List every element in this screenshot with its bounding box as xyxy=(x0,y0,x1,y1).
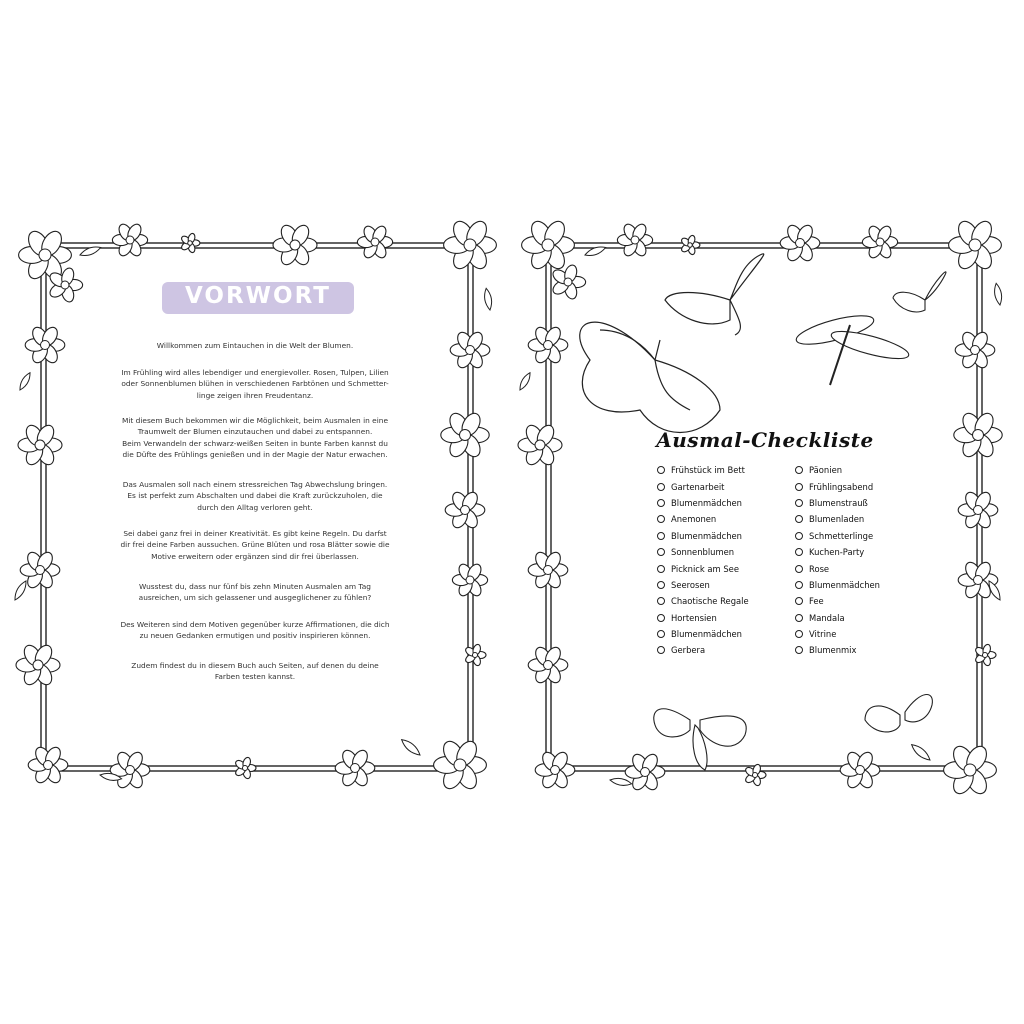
checkbox-circle-icon[interactable] xyxy=(795,646,803,654)
right-frame xyxy=(546,243,982,771)
leaf-icon xyxy=(995,283,1002,305)
intro-line: Motive erweitern oder ergänzen sind dir frei überlassen. xyxy=(151,551,359,561)
flower-icon xyxy=(862,224,897,260)
flower-icon xyxy=(528,325,568,366)
flower-icon xyxy=(335,748,375,789)
leaf-icon xyxy=(610,778,632,785)
checkbox-circle-icon[interactable] xyxy=(657,515,665,523)
checkbox-circle-icon[interactable] xyxy=(657,532,665,540)
checkbox-circle-icon[interactable] xyxy=(657,499,665,507)
flower-icon xyxy=(357,224,392,260)
flower-icon xyxy=(518,422,562,467)
checkbox-circle-icon[interactable] xyxy=(657,466,665,474)
checkbox-circle-icon[interactable] xyxy=(795,565,803,573)
checklist-item xyxy=(795,560,880,576)
checklist-item xyxy=(657,478,749,494)
checklist-item-label: Fee xyxy=(809,596,824,607)
checkbox-circle-icon[interactable] xyxy=(657,646,665,654)
leaf-icon xyxy=(912,745,930,760)
flower-icon xyxy=(954,410,1002,460)
flower-icon xyxy=(944,743,997,797)
flower-icon xyxy=(434,738,487,792)
checkbox-circle-icon[interactable] xyxy=(795,581,803,589)
intro-line: die Düfte des Frühlings genießen und in der Magie der Natur erwachen. xyxy=(122,450,388,460)
flower-icon xyxy=(550,264,585,301)
intro-line: Traumwelt der Blumen einzutauchen und dabei zu entspannen. xyxy=(137,427,373,437)
flower-icon xyxy=(28,745,68,786)
checklist-column-right xyxy=(795,462,880,659)
checklist-item xyxy=(795,610,880,626)
checkbox-circle-icon[interactable] xyxy=(657,483,665,491)
intro-paragraph xyxy=(80,581,430,604)
checklist-item xyxy=(657,593,749,609)
checklist-item xyxy=(657,544,749,560)
checklist-item-label: Päonien xyxy=(809,465,843,476)
checklist-item xyxy=(795,478,880,494)
checklist-item-label: Vitrine xyxy=(809,629,837,640)
leaf-icon xyxy=(520,373,530,390)
butterfly-icon xyxy=(865,695,932,732)
flower-icon xyxy=(958,490,998,531)
checklist-item-label: Chaotische Regale xyxy=(671,596,749,607)
checklist-item-label: Blumenmädchen xyxy=(671,629,742,640)
checklist-item-label: Blumenladen xyxy=(809,514,865,525)
leaf-icon xyxy=(485,288,492,310)
checkbox-circle-icon[interactable] xyxy=(795,614,803,622)
intro-paragraph xyxy=(80,528,430,562)
checklist-item-label: Hortensien xyxy=(671,612,717,623)
checklist-item xyxy=(795,642,880,658)
checklist-item-label: Mandala xyxy=(809,612,845,623)
checkbox-circle-icon[interactable] xyxy=(657,614,665,622)
checklist-item xyxy=(657,642,749,658)
page-title: VORWORT xyxy=(185,283,331,309)
butterfly-icon xyxy=(665,254,764,335)
intro-line: Im Frühling wird alles lebendiger und energievoller. Rosen, Tulpen, Lilien xyxy=(121,368,389,377)
leaf-icon xyxy=(402,740,420,755)
flower-icon xyxy=(444,218,497,272)
flower-icon xyxy=(955,330,995,371)
checkbox-circle-icon[interactable] xyxy=(795,515,803,523)
checklist-item-label: Gartenarbeit xyxy=(671,481,725,492)
checklist-item-label: Sonnenblumen xyxy=(671,547,735,558)
flower-icon xyxy=(958,560,998,601)
intro-paragraph xyxy=(80,660,430,683)
leaf-icon xyxy=(20,373,30,390)
checklist-item-label: Blumenstrauß xyxy=(809,497,868,508)
flower-icon xyxy=(528,550,568,591)
flower-icon xyxy=(452,562,487,598)
intro-paragraph xyxy=(80,340,430,351)
flower-icon xyxy=(949,218,1002,272)
checkbox-circle-icon[interactable] xyxy=(795,499,803,507)
checklist-item xyxy=(657,528,749,544)
intro-line: ausreichen, um sich gelassener und ausgeglichener zu fühlen? xyxy=(138,593,372,603)
checklist-item xyxy=(657,495,749,511)
intro-paragraph xyxy=(80,479,430,513)
flower-icon xyxy=(680,235,700,256)
checkbox-circle-icon[interactable] xyxy=(795,483,803,491)
checklist-item xyxy=(795,528,880,544)
checklist-item xyxy=(795,626,880,642)
checklist-item-label: Kuchen-Party xyxy=(809,547,865,558)
flower-icon xyxy=(112,222,147,258)
checklist-item-label: Gerbera xyxy=(671,645,706,656)
checklist-item-label: Frühstück im Bett xyxy=(671,465,745,476)
flower-icon xyxy=(535,750,575,791)
checklist-item xyxy=(657,577,749,593)
checklist-item xyxy=(657,560,749,576)
flower-icon xyxy=(450,330,490,371)
flower-icon xyxy=(441,410,489,460)
flower-icon xyxy=(780,223,820,264)
checklist-item-label: Blumenmix xyxy=(809,645,857,656)
flower-icon xyxy=(840,750,880,791)
flower-icon xyxy=(445,490,485,531)
checkbox-circle-icon[interactable] xyxy=(795,630,803,638)
leaf-icon xyxy=(15,581,26,600)
flower-icon xyxy=(273,222,317,267)
checklist-title: Ausmal-Checkliste xyxy=(656,428,874,452)
flower-icon xyxy=(625,752,665,793)
intro-line: durch den Alltag verloren geht. xyxy=(197,502,313,512)
intro-line: Es ist perfekt zum Abschalten und dabei die Kraft zurückzuholen, die xyxy=(127,491,383,501)
intro-line: oder Sonnenblumen blühen in verschiedenen Farbtönen und Schmetter- xyxy=(121,379,389,389)
flower-icon xyxy=(522,218,575,272)
checklist-column-left xyxy=(657,462,749,659)
checklist-item xyxy=(795,511,880,527)
intro-line: Farben testen kannst. xyxy=(214,672,296,682)
checklist-item xyxy=(657,626,749,642)
checklist-item-label: Blumenmädchen xyxy=(671,497,742,508)
intro-line: dir frei deine Farben aussuchen. Grüne Blüten und rosa Blätter sowie die xyxy=(120,540,390,550)
flower-icon xyxy=(528,645,568,686)
checklist-item xyxy=(795,577,880,593)
checklist-item xyxy=(795,544,880,560)
checklist-item-label: Blumenmädchen xyxy=(671,530,742,541)
flower-icon xyxy=(234,756,256,779)
vorwort-heading-box xyxy=(162,278,354,318)
dragonfly-icon xyxy=(794,310,911,385)
butterfly-icon xyxy=(580,322,720,432)
intro-line: Mit diesem Buch bekommen wir die Möglichkeit, beim Ausmalen in eine xyxy=(121,416,388,425)
intro-line: Sei dabei ganz frei in deiner Kreativität. Es gibt keine Regeln. Du darfst xyxy=(123,529,387,538)
checkbox-circle-icon[interactable] xyxy=(657,630,665,638)
intro-line: Beim Verwandeln der schwarz-weißen Seiten in bunte Farben kannst du xyxy=(122,438,388,448)
intro-line: Willkommen zum Eintauchen in die Welt der Blumen. xyxy=(156,341,354,350)
checkbox-circle-icon[interactable] xyxy=(795,532,803,540)
checklist-item-label: Picknick am See xyxy=(671,563,739,574)
checkbox-circle-icon[interactable] xyxy=(795,597,803,605)
intro-line: Des Weiteren sind dem Motiven gegenüber kurze Affirmationen, die dich xyxy=(120,620,390,629)
moth-icon xyxy=(654,709,746,770)
intro-line: Wusstest du, dass nur fünf bis zehn Minuten Ausmalen am Tag xyxy=(139,582,371,591)
checklist-item xyxy=(795,462,880,478)
checkbox-circle-icon[interactable] xyxy=(657,597,665,605)
flower-icon xyxy=(617,222,652,258)
checklist-item-label: Anemonen xyxy=(671,514,717,525)
flower-icon xyxy=(744,763,766,786)
flower-icon xyxy=(18,422,62,467)
intro-paragraph xyxy=(80,415,430,461)
intro-line: linge zeigen ihren Freudentanz. xyxy=(196,390,314,400)
checklist-item-label: Blumenmädchen xyxy=(809,579,880,590)
checklist-item xyxy=(657,511,749,527)
intro-paragraph xyxy=(80,619,430,642)
checkbox-circle-icon[interactable] xyxy=(795,466,803,474)
checkbox-circle-icon[interactable] xyxy=(795,548,803,556)
intro-paragraph xyxy=(80,367,430,401)
intro-line: zu neuen Gedanken ermutigen und positiv inspirieren können. xyxy=(139,631,371,641)
intro-line: Das Ausmalen soll nach einem stressreichen Tag Abwechslung bringen. xyxy=(122,480,388,489)
checklist-item-label: Rose xyxy=(809,563,830,574)
flower-icon xyxy=(16,642,60,687)
checklist-item-label: Schmetterlinge xyxy=(809,530,874,541)
checklist-item xyxy=(657,610,749,626)
checklist-item xyxy=(657,462,749,478)
checklist-item-label: Frühlingsabend xyxy=(809,481,874,492)
checkbox-circle-icon[interactable] xyxy=(657,548,665,556)
intro-line: Zudem findest du in diesem Buch auch Seiten, auf denen du deine xyxy=(131,661,379,670)
checkbox-circle-icon[interactable] xyxy=(657,565,665,573)
checkbox-circle-icon[interactable] xyxy=(657,581,665,589)
flower-icon xyxy=(110,750,150,791)
checklist-item xyxy=(795,593,880,609)
checklist-item xyxy=(795,495,880,511)
flower-icon xyxy=(25,325,65,366)
butterfly-icon xyxy=(893,272,946,312)
checklist-item-label: Seerosen xyxy=(671,579,710,590)
